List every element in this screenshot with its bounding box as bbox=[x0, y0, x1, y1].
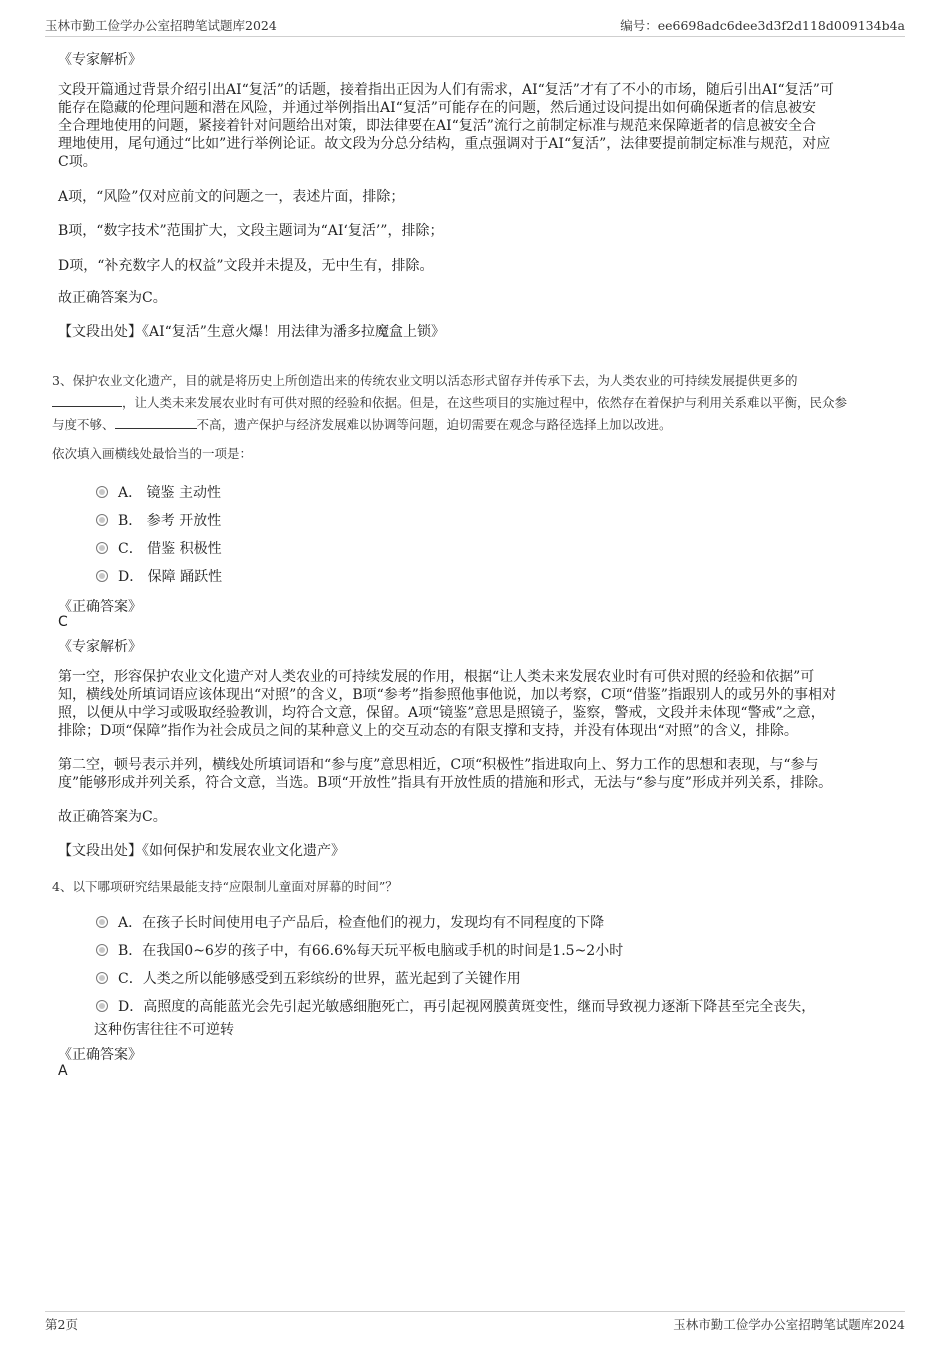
question-3-line-2-text: ，让人类未来发展农业时有可供对照的经验和依据。但是，在这些项目的实施过程中，依然存在着保护与利用关系难以平衡，民众参 bbox=[122, 395, 848, 410]
option-label-continued: 这种伤害往往不可逆转 bbox=[94, 1022, 234, 1038]
prev-option-b-analysis: B项，“数字技术”范围扩大，文段主题词为“AI‘复活’”，排除； bbox=[58, 223, 444, 239]
page-number: 第2页 bbox=[45, 1317, 78, 1332]
question-3-analysis-paragraph-2 bbox=[58, 756, 898, 792]
text-line: 照，以便从中学习或吸取经验教训，均符合文意，保留。A项“镜鉴”意思是照镜子，鉴察，警戒，文段并未体现“警戒”之意， bbox=[58, 705, 825, 721]
header-serial: 编号：ee6698adc6dee3d3f2d118d009134b4a bbox=[620, 18, 905, 33]
question-4-option-a[interactable] bbox=[96, 912, 896, 932]
fill-blank-1 bbox=[52, 392, 122, 407]
text-line: 度”能够形成并列关系，符合文意，当选。B项“开放性”指具有开放性质的措施和形式，无法与“参与度”形成并列关系，排除。 bbox=[58, 775, 833, 791]
prev-option-a-analysis: A项，“风险”仅对应前文的问题之一，表述片面，排除； bbox=[58, 189, 405, 205]
question-4-answer: A bbox=[58, 1063, 68, 1079]
fill-blank-2 bbox=[115, 414, 197, 429]
radio-icon[interactable] bbox=[96, 972, 108, 984]
text-line: 全合理地使用的问题，紧接着针对问题给出对策，即法律要在AI“复活”流行之前制定标准与规范来保障逝者的信息被安全合 bbox=[58, 118, 816, 134]
prev-conclusion: 故正确答案为C。 bbox=[58, 290, 167, 306]
prev-analysis-paragraph bbox=[58, 81, 898, 171]
question-3-stem bbox=[52, 370, 912, 436]
question-3-line-3-text-b: 不高，遗产保护与经济发展难以协调等问题，迫切需要在观念与路径选择上加以改进。 bbox=[196, 417, 672, 432]
radio-icon[interactable] bbox=[96, 570, 108, 582]
question-4-option-c[interactable] bbox=[96, 968, 896, 988]
option-label: B． 参考 开放性 bbox=[118, 513, 222, 529]
question-3-source: 【文段出处】《如何保护和发展农业文化遗产》 bbox=[58, 843, 345, 859]
text-line: C项。 bbox=[58, 154, 97, 170]
option-label: D．高照度的高能蓝光会先引起光敏感细胞死亡，再引起视网膜黄斑变性，继而导致视力逐渐下降甚至完全丧失， bbox=[118, 999, 816, 1015]
option-label: B．在我国0~6岁的孩子中，有66.6%每天玩平板电脑或手机的时间是1.5~2小时 bbox=[118, 943, 624, 959]
question-4-answer-label: 《正确答案》 bbox=[58, 1047, 142, 1063]
question-3-line-1: 3、保护农业文化遗产，目的就是将历史上所创造出来的传统农业文明以活态形式留存并传承下去，为人类农业的可持续发展提供更多的 bbox=[52, 373, 798, 388]
question-3-analysis-paragraph-1 bbox=[58, 668, 898, 740]
text-line: 第二空，顿号表示并列，横线处所填词语和“参与度”意思相近，C项“积极性”指进取向上、努力工作的思想和表现，与“参与 bbox=[58, 757, 819, 773]
question-3-option-c[interactable] bbox=[96, 538, 496, 558]
text-line: 第一空，形容保护农业文化遗产对人类农业的可持续发展的作用，根据“让人类未来发展农业时有可供对照的经验和依据”可 bbox=[58, 669, 815, 685]
option-label: A． 镜鉴 主动性 bbox=[118, 485, 222, 501]
question-3-option-a[interactable] bbox=[96, 482, 496, 502]
radio-icon[interactable] bbox=[96, 916, 108, 928]
question-4-stem: 4、以下哪项研究结果最能支持“应限制儿童面对屏幕的时间”？ bbox=[52, 879, 398, 894]
prev-source: 【文段出处】《AI“复活”生意火爆！用法律为潘多拉魔盒上锁》 bbox=[58, 324, 445, 340]
question-4-option-b[interactable] bbox=[96, 940, 896, 960]
question-3-conclusion: 故正确答案为C。 bbox=[58, 809, 167, 825]
text-line: 知，横线处所填词语应该体现出“对照”的含义，B项“参考”指参照他事他说，加以考察，C项“借鉴”指跟别人的或另外的事相对 bbox=[58, 687, 836, 703]
page-header bbox=[45, 14, 905, 37]
text-line: 能存在隐藏的伦理问题和潜在风险，并通过举例指出AI“复活”可能存在的问题，然后通过设问提出如何确保逝者的信息被安 bbox=[58, 100, 816, 116]
text-line: 理地使用，尾句通过“比如”进行举例论证。故文段为分总分结构，重点强调对于AI“复活”，法律要提前制定标准与规范，对应 bbox=[58, 136, 831, 152]
option-label: D． 保障 踊跃性 bbox=[118, 569, 223, 585]
question-3-line-3-text-a: 与度不够、 bbox=[52, 417, 115, 432]
question-3-answer-label: 《正确答案》 bbox=[58, 599, 142, 615]
header-title: 玉林市勤工俭学办公室招聘笔试题库2024 bbox=[45, 18, 277, 33]
option-label: C． 借鉴 积极性 bbox=[118, 541, 222, 557]
question-3-line-3 bbox=[52, 414, 912, 436]
text-line: 排除；D项“保障”指作为社会成员之间的某种意义上的交互动态的有限支撑和支持，并没有体现出“对照”的含义，排除。 bbox=[58, 723, 798, 739]
question-4-option-d[interactable] bbox=[96, 996, 896, 1040]
question-3-option-b[interactable] bbox=[96, 510, 496, 530]
question-3-option-d[interactable] bbox=[96, 566, 496, 586]
question-3-analysis-label: 《专家解析》 bbox=[58, 639, 142, 655]
question-3-line-2 bbox=[52, 392, 912, 414]
radio-icon[interactable] bbox=[96, 944, 108, 956]
text-line: 文段开篇通过背景介绍引出AI“复活”的话题，接着指出正因为人们有需求，AI“复活”才有了不小的市场，随后引出AI“复活”可 bbox=[58, 82, 834, 98]
question-3-answer: C bbox=[58, 614, 68, 630]
radio-icon[interactable] bbox=[96, 542, 108, 554]
option-label: A．在孩子长时间使用电子产品后，检查他们的视力，发现均有不同程度的下降 bbox=[118, 915, 605, 931]
question-3-prompt: 依次填入画横线处最恰当的一项是： bbox=[52, 446, 253, 461]
prev-option-d-analysis: D项，“补充数字人的权益”文段并未提及，无中生有，排除。 bbox=[58, 258, 434, 274]
radio-icon[interactable] bbox=[96, 1000, 108, 1012]
option-label: C．人类之所以能够感受到五彩缤纷的世界，蓝光起到了关键作用 bbox=[118, 971, 521, 987]
radio-icon[interactable] bbox=[96, 514, 108, 526]
page-footer bbox=[45, 1311, 905, 1334]
prev-analysis-label: 《专家解析》 bbox=[58, 52, 142, 68]
footer-title: 玉林市勤工俭学办公室招聘笔试题库2024 bbox=[673, 1317, 905, 1332]
radio-icon[interactable] bbox=[96, 486, 108, 498]
